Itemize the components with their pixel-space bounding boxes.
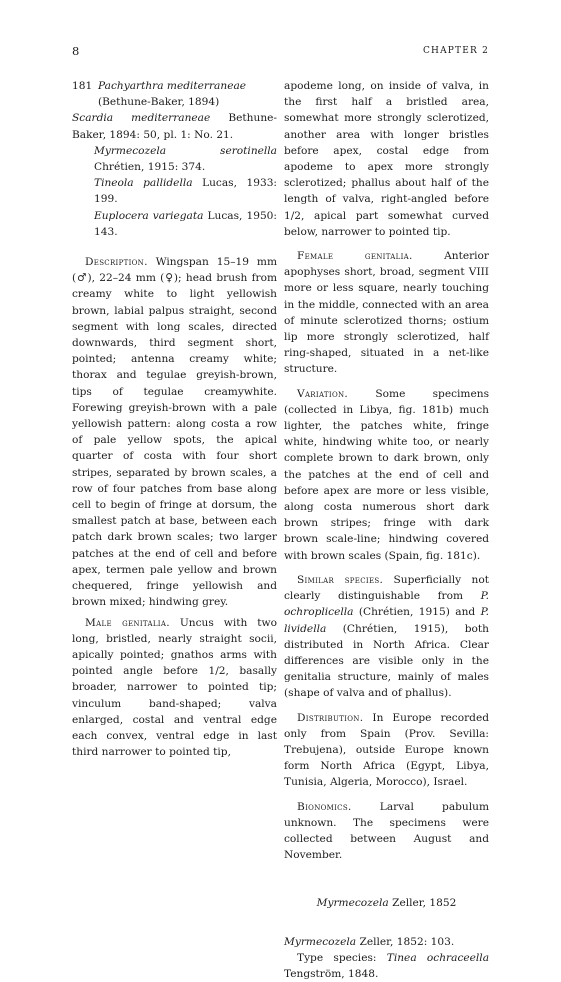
bionomics-text: Larval pabulum unknown. The specimens were collected between August and November. [284, 800, 489, 862]
species-name: Pachyarthra mediterraneae [98, 80, 247, 92]
page-number: 8 [72, 44, 80, 58]
genus-citation-ref: Zeller, 1852: 103. [359, 935, 455, 948]
species-author: (Bethune-Baker, 1894) [98, 96, 220, 109]
synonym-name: Scardia mediterraneae [72, 112, 211, 125]
distribution-paragraph [284, 710, 489, 791]
distribution-heading: Distribution. [297, 711, 364, 724]
similar-species-text: (Chrétien, 1915), both distributed in North Africa. Clear differences are visible only in the genitalia structure, mainly of males (shape of valva and of phallus). [284, 622, 489, 700]
type-species-name: Tinea ochraceella [386, 951, 490, 964]
synonym-ref: Chrétien, 1915: 374. [94, 161, 206, 174]
synonym-entry [72, 208, 277, 240]
species-heading [72, 78, 277, 110]
genus-name: Myrmecozela [316, 897, 389, 910]
similar-species-name: P. ochroplicella [284, 590, 489, 619]
male-genitalia-text: Uncus with two long, bristled, nearly straight socii, apically pointed; gnathos arms with pointed angle before 1/2, basally broader, narrower to pointed tip; vinculum band-shaped; valva enlarged, costal and ventral edge each convex, ventral edge in last third narrower to pointed tip, [72, 616, 277, 759]
bionomics-heading: Bionomics. [297, 800, 352, 813]
left-column [72, 78, 277, 760]
female-genitalia-heading: Female genitalia. [297, 250, 413, 263]
male-genitalia-paragraph [72, 615, 277, 761]
variation-text: Some specimens (collected in Libya, fig. 181b) much lighter, the patches white, fringe white, hindwing white too, or nearly complete brown to dark brown, only the patches at the end of cell and before apex are more or less visible, along costa numerous short dark brown stripes; fringe with dark brown scale-line; hindwing covered with brown scales (Spain, fig. 181c). [284, 387, 490, 562]
running-head: CHAPTER 2 [422, 46, 489, 56]
synonym-name: Myrmecozela serotinella [94, 144, 277, 157]
synonym-entry [72, 143, 277, 175]
synonym-ref: Bethune-Baker, 1894: 50, pl. 1: No. 21. [72, 112, 278, 141]
female-genitalia-paragraph [284, 248, 489, 378]
type-species [284, 950, 489, 982]
female-genitalia-text: Anterior apophyses short, broad, segment VIII more or less square, nearly touching in the middle, connected with an area of minute sclerotized thorns; ostium lip more strongly sclerotized, half ring-shaped, situated in a net-like structure. [284, 250, 489, 376]
description-heading: Description. [85, 256, 148, 269]
similar-species-paragraph [284, 572, 489, 702]
genus-citation-name: Myrmecozela [284, 935, 357, 948]
synonym-entry [72, 175, 277, 207]
genus-author: Zeller, 1852 [392, 897, 457, 910]
similar-species-name: P. lividella [284, 606, 489, 635]
similar-species-text: (Chrétien, 1915) and [358, 606, 476, 619]
genus-heading [284, 895, 489, 911]
male-genitalia-heading: Male genitalia. [85, 616, 170, 629]
synonym-entry [72, 110, 277, 142]
synonym-name: Tineola pallidella [94, 177, 193, 190]
male-genitalia-continued: apodeme long, on inside of valva, in the first half a bristled area, somewhat more strongly sclerotized, another area with longer bristles before apex, costal edge from apodeme to apex more strongly sclerotized; phallus about half of the length of valva, right-angled before 1/2, apical part somewhat curved below, narrower to pointed tip. [284, 80, 489, 238]
right-column [284, 78, 489, 982]
bionomics-paragraph [284, 799, 489, 864]
variation-heading: Variation. [297, 387, 349, 400]
genus-citation [284, 934, 489, 950]
description-text: Wingspan 15–19 mm (♂), 22–24 mm (♀); head brush from creamy white to light yellowish brown, labial palpus straight, second segment with long scales, directed downwards, third segment short, pointed; antenna creamy white; thorax and tegulae greyish-brown, tips of tegulae creamywhite. Forewing greyish-brown with a pale yellowish pattern: along costa a row of pale yellow spots, the apical quarter of costa with four short stripes, separated by brown scales, a row of four patches from base along cell to begin of fringe at dorsum, the smallest patch at base, between each patch dark brown scales; two larger patches at the end of cell and before apex, termen pale yellow and brown chequered, fringe yellowish and brown mixed; hindwing grey. [72, 256, 277, 609]
synonym-name: Euplocera variegata [94, 209, 204, 222]
type-species-label: Type species: [297, 951, 377, 964]
similar-species-text: Superficially not clearly distinguishable from [284, 573, 489, 603]
description-paragraph [72, 254, 277, 610]
species-number: 181 [72, 80, 93, 92]
distribution-text: In Europe recorded only from Spain (Prov. Sevilla: Trebujena), outside Europe known form North Africa (Egypt, Libya, Tunisia, Algeria, Morocco), Israel. [284, 711, 489, 789]
type-species-author: Tengström, 1848. [284, 967, 379, 980]
variation-paragraph [284, 386, 489, 564]
similar-species-heading: Similar species. [297, 573, 384, 586]
synonym-ref: Lucas, 1950: 143. [94, 209, 277, 238]
synonym-ref: Lucas, 1933: 199. [94, 177, 278, 206]
